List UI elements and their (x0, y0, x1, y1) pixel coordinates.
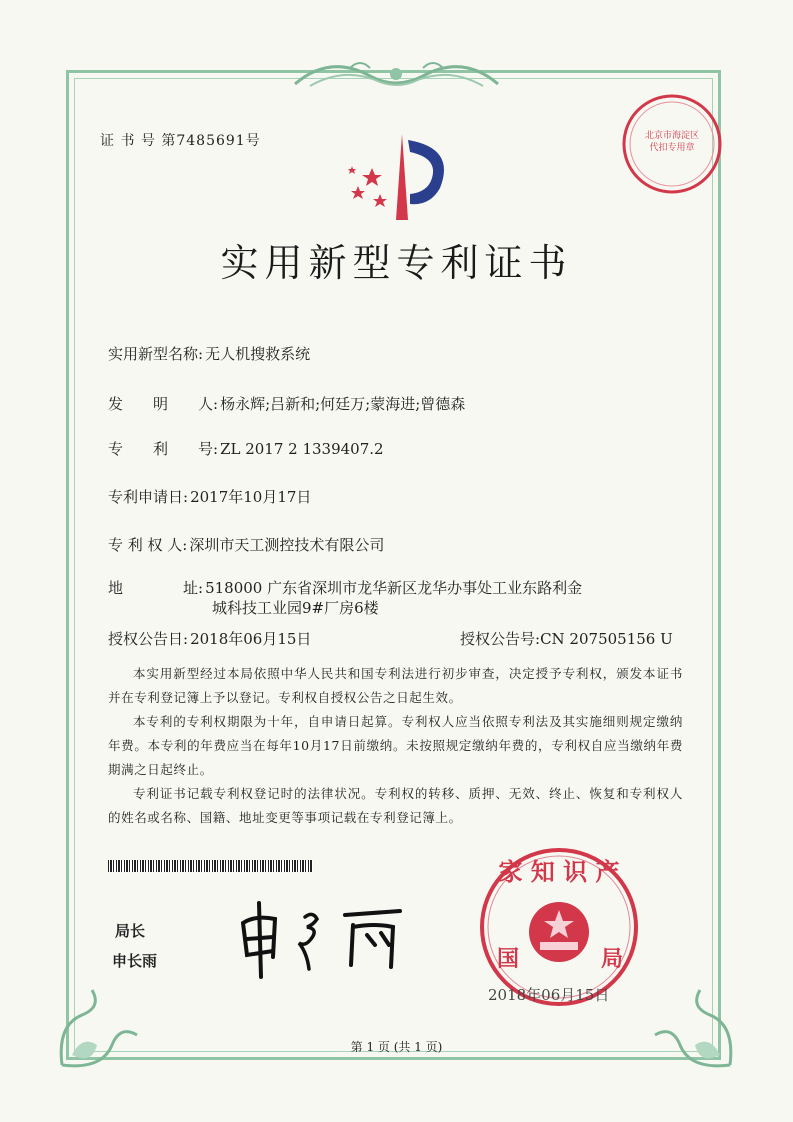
field-inventors-value: 杨永辉;吕新和;何廷万;蒙海进;曾德森 (220, 395, 466, 413)
field-patent-no (108, 438, 384, 459)
director-signature (235, 895, 410, 980)
field-pub-no-value: CN 207505156 U (540, 630, 673, 648)
certificate-number: 证 书 号 第7485691号 (100, 133, 261, 149)
svg-text:家 知 识 产: 家 知 识 产 (498, 857, 620, 886)
field-address-label: 地 址: (108, 579, 204, 597)
page-footer: 第 1 页 (共 1 页) (350, 1040, 443, 1054)
paragraph-1: 本实用新型经过本局依照中华人民共和国专利法进行初步审查，决定授予专利权，颁发本证书并在专利登记簿上予以登记。专利权自授权公告之日起生效。 (108, 666, 683, 705)
paragraph-2: 本专利的专利权期限为十年，自申请日起算。专利权人应当依照专利法及其实施细则规定缴纳年费。本专利的年费应当在每年10月17日前缴纳。未按照规定缴纳年费的，专利权自应当缴纳年费期满之日起终止。 (108, 714, 683, 777)
field-pub-date (108, 628, 311, 649)
field-pub-no (460, 628, 673, 649)
field-pub-date-value: 2018年06月15日 (190, 630, 312, 648)
director-title: 局长 (115, 922, 146, 940)
svg-text:代扣专用章: 代扣专用章 (649, 143, 695, 153)
field-address-value-line2: 城科技工业园9#厂房6楼 (212, 599, 379, 617)
field-address-value-line1: 518000 广东省深圳市龙华新区龙华办事处工业东路利金 (205, 579, 583, 597)
field-patentee-label: 专 利 权 人: (108, 536, 188, 554)
top-ornament-icon (290, 54, 503, 94)
field-filing-date-label: 专利申请日: (108, 488, 189, 506)
document-title: 实用新型专利证书 (220, 241, 573, 285)
field-name-label: 实用新型名称: (108, 345, 204, 363)
field-patentee-value: 深圳市天工测控技术有限公司 (189, 536, 385, 554)
bottom-right-ornament-icon (650, 975, 740, 1075)
field-filing-date-value: 2017年10月17日 (190, 488, 312, 506)
field-name-value: 无人机搜救系统 (205, 345, 311, 363)
field-patent-no-value: ZL 2017 2 1339407.2 (220, 440, 384, 458)
field-pub-no-label: 授权公告号: (460, 630, 541, 648)
agency-seal (620, 92, 724, 196)
seal-date: 2018年06月15日 (488, 986, 610, 1004)
field-patentee (108, 534, 384, 555)
field-name (108, 343, 310, 364)
field-inventors-label: 发 明 人: (108, 395, 219, 413)
field-filing-date (108, 486, 311, 507)
field-inventors (108, 393, 465, 414)
barcode (108, 860, 313, 872)
paragraph-3: 专利证书记载专利权登记时的法律状况。专利权的转移、质押、无效、终止、恢复和专利权人的姓名或名称、国籍、地址变更等事项记载在专利登记簿上。 (108, 786, 683, 825)
svg-text:国: 国 (496, 946, 520, 972)
svg-text:局: 局 (600, 946, 624, 972)
field-pub-date-label: 授权公告日: (108, 630, 189, 648)
field-patent-no-label: 专 利 号: (108, 440, 219, 458)
bottom-left-ornament-icon (52, 975, 142, 1075)
director-name: 申长雨 (112, 952, 158, 970)
svg-text:北京市海淀区: 北京市海淀区 (644, 131, 700, 141)
cnipa-logo-icon (344, 128, 464, 228)
field-address (108, 577, 582, 598)
